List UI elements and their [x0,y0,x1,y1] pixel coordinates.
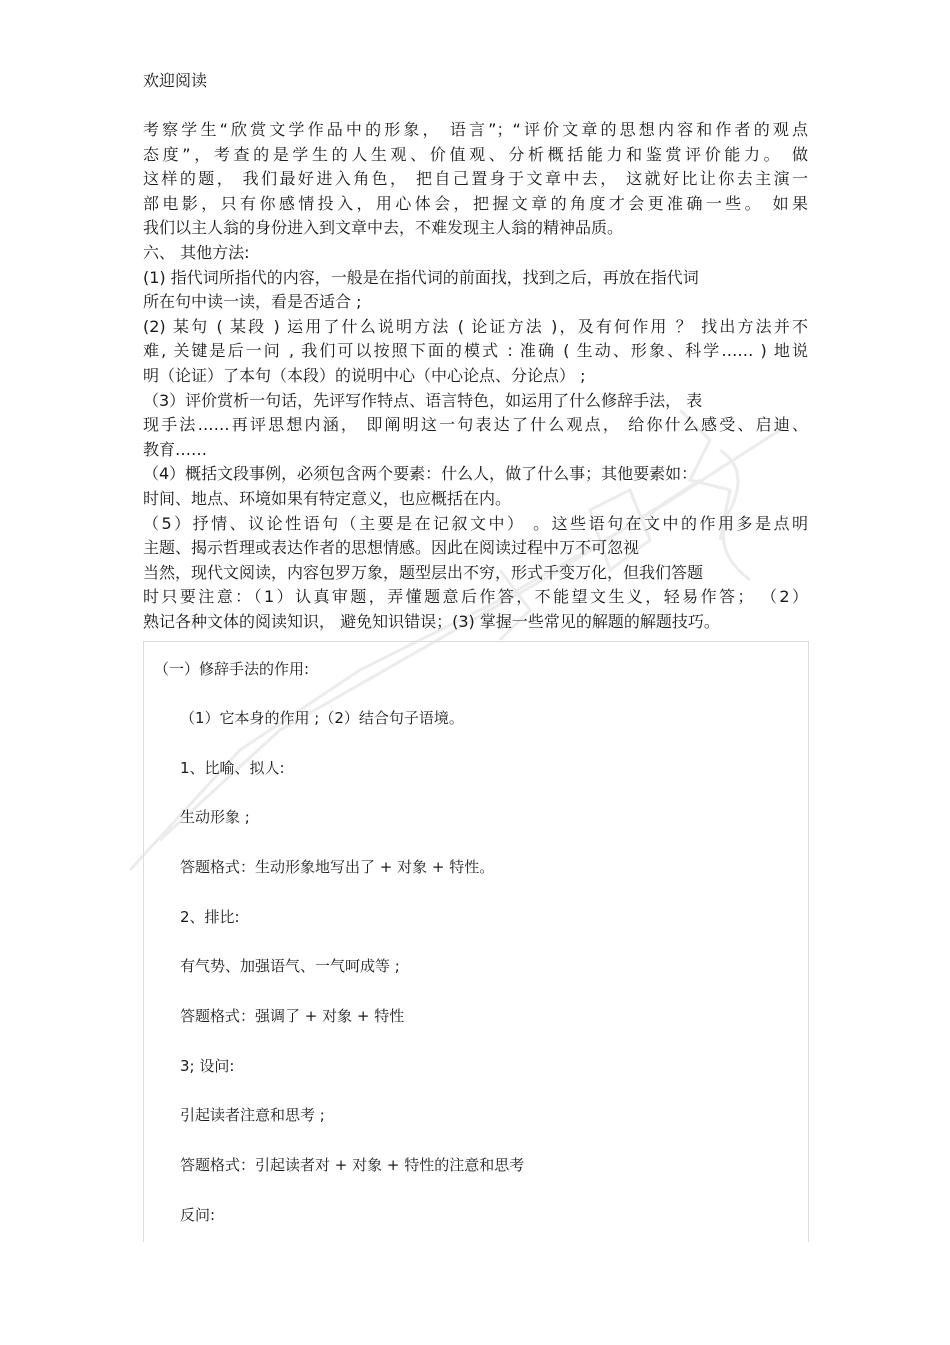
body-line: 时间、地点、环境如果有特定意义，也应概括在内。 [143,488,512,508]
rhetoric-box [143,641,809,1242]
body-line: 主题、揭示哲理或表达作者的思想情感。因此在阅读过程中万不可忽视 [143,538,640,558]
body-line: （4）概括文段事例，必须包含两个要素：什么人，做了什么事；其他要素如： [143,464,698,484]
body-line: 我们以主人翁的身份进入到文章中去，不难发现主人翁的精神品质。 [143,218,624,238]
body-line: (2) 某句 ( 某段 ) 运用了什么说明方法 ( 论证方法 )，及有何作用 ？ 找出方法并不 [143,316,808,336]
body-line: 熟记各种文体的阅读知识， 避免知识错误；(3) 掌握一些常见的解题的解题技巧。 [143,611,720,631]
section-heading: 六、 其他方法: [143,242,250,262]
body-line: 当然，现代文阅读，内容包罗万象，题型层出不穷，形式千变万化，但我们答题 [143,562,704,582]
body-line: 现手法……再评思想内涵， 即阐明这一句表达了什么观点， 给你什么感受、启迪、 [143,415,808,435]
box-item: 有气势、加强语气、一气呵成等 ; [180,957,400,975]
page-header: 欢迎阅读 [143,71,208,90]
box-item: 引起读者注意和思考 ; [180,1106,325,1124]
body-line: 所在句中读一读，看是否适合 ; [143,292,362,312]
body-line: (1) 指代词所指代的内容，一般是在指代词的前面找，找到之后，再放在指代词 [143,267,699,287]
box-item: （1）它本身的作用 ;（2）结合句子语境。 [180,709,464,727]
box-item: 答题格式：生动形象地写出了 + 对象 + 特性。 [180,858,495,876]
box-item: 答题格式：强调了 + 对象 + 特性 [180,1007,405,1025]
body-line: 明（论证）了本句（本段）的说明中心（中心论点、分论点） ; [143,365,586,385]
body-line: 时只要注意：（1）认真审题，弄懂题意后作答，不能望文生义，轻易作答； （2） [143,587,808,607]
box-item: 1、比喻、拟人: [180,759,285,777]
body-line: 态度”，考查的是学生的人生观、价值观、分析概括能力和鉴赏评价能力。 做 [143,144,808,164]
box-item: 反问: [180,1206,216,1224]
body-line: （3）评价赏析一句话，先评写作特点、语言特色，如运用了什么修辞手法， 表 [143,390,703,410]
box-item: 3; 设问: [180,1057,235,1075]
body-line: 部电影，只有你感情投入，用心体会，把握文章的角度才会更准确一些。 如果 [143,193,808,213]
box-item: 答题格式：引起读者对 + 对象 + 特性的注意和思考 [180,1156,525,1174]
box-heading: （一）修辞手法的作用: [154,660,310,678]
body-line: 这样的题， 我们最好进入角色， 把自己置身于文章中去， 这就好比让你去主演一 [143,169,808,189]
body-line: （5）抒情、议论性语句（主要是在记叙文中） 。这些语句在文中的作用多是点明 [143,513,808,533]
box-item: 2、排比: [180,908,240,926]
body-line: 考察学生“欣赏文学作品中的形象， 语言”；“评价文章的思想内容和作者的观点 [143,120,808,139]
body-text [143,118,808,634]
body-line: 教育…… [143,439,208,459]
body-line: 难, 关键是后一问 , 我们可以按照下面的模式 : 准确 ( 生动、形象、科学…… ) 地说 [143,341,808,361]
box-item: 生动形象 ; [180,808,250,826]
